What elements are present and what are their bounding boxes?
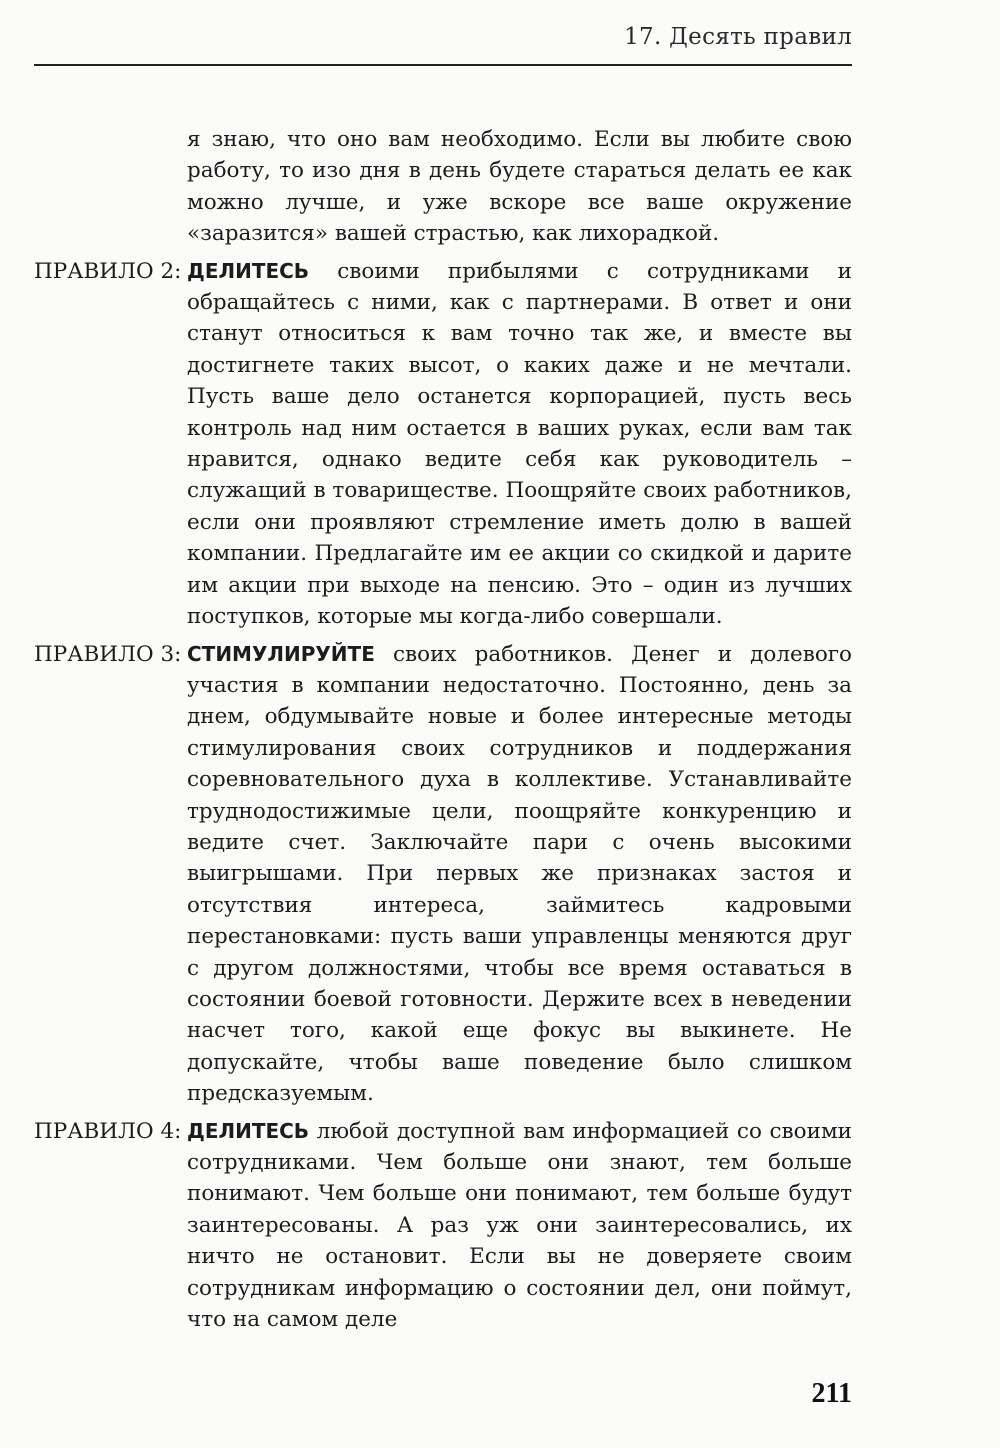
rule-3-text: своих работников. Денег и долевого участия в компании недостаточно. Постоянно, день за днем, обдумывайте новые и более интересные методы стимулирования своих сотрудников и поддержания соревновательного духа в коллективе. Устанавливайте труднодостижимые цели, поощряйте конкуренцию и ведите счет. Заключайте пари с очень высокими выигрышами. При первых же признаках застоя и отсутствия интереса, займитесь кадровыми перестановками: пусть ваши управленцы меняются друг с другом должностями, чтобы все время оставаться в состоянии боевой готовности. Держите всех в неведении насчет того, какой еще фокус вы выкинете. Не допускайте, чтобы ваше поведение было слишком предсказуемым. (187, 641, 852, 1107)
rule-2-text: своими прибылями с сотрудниками и обращайтесь с ними, как с партнерами. В ответ и они станут относиться к вам точно так же, и вместе вы достигнете таких высот, о каких даже и не мечтали. Пусть ваше дело останется корпорацией, пусть весь контроль над ним остается в ваших руках, если вам так нравится, однако ведите себя как руководитель – служащий в товариществе. Поощряйте своих работников, если они проявляют стремление иметь долю в вашей компании. Предлагайте им ее акции со скидкой и дарите им акции при выходе на пенсию. Это – один из лучших поступков, которые мы когда-либо совершали. (187, 258, 852, 630)
header-divider (34, 64, 852, 66)
rule-3-label: ПРАВИЛО 3: (34, 641, 182, 667)
rule-4 (34, 1116, 852, 1336)
rule-3-keyword: СТИМУЛИРУЙТЕ (187, 641, 375, 666)
rule-2 (34, 256, 852, 633)
page-body (34, 124, 852, 1335)
rule-3 (34, 639, 852, 1110)
running-head: 17. Десять правил (624, 24, 852, 50)
rule-2-keyword: ДЕЛИТЕСЬ (187, 258, 310, 283)
rule-4-label: ПРАВИЛО 4: (34, 1118, 182, 1144)
rule-2-label: ПРАВИЛО 2: (34, 258, 182, 284)
rule-4-text: любой доступной вам информацией со своими сотрудниками. Чем больше они знают, тем больше понимают. Чем больше они понимают, тем больше будут заинтересованы. А раз уж они заинтересовались, их ничто не остановит. Если вы не доверяете своим сотрудникам информацию о состоянии дел, они поймут, что на самом деле (187, 1118, 852, 1333)
rule-4-keyword: ДЕЛИТЕСЬ (187, 1118, 310, 1143)
intro-paragraph: я знаю, что оно вам необходимо. Если вы любите свою работу, то изо дня в день будете стараться делать ее как можно лучше, и уже вскоре все ваше окружение «заразится» вашей страстью, как лихорадкой. (187, 127, 852, 247)
page-number: 211 (811, 1378, 852, 1409)
